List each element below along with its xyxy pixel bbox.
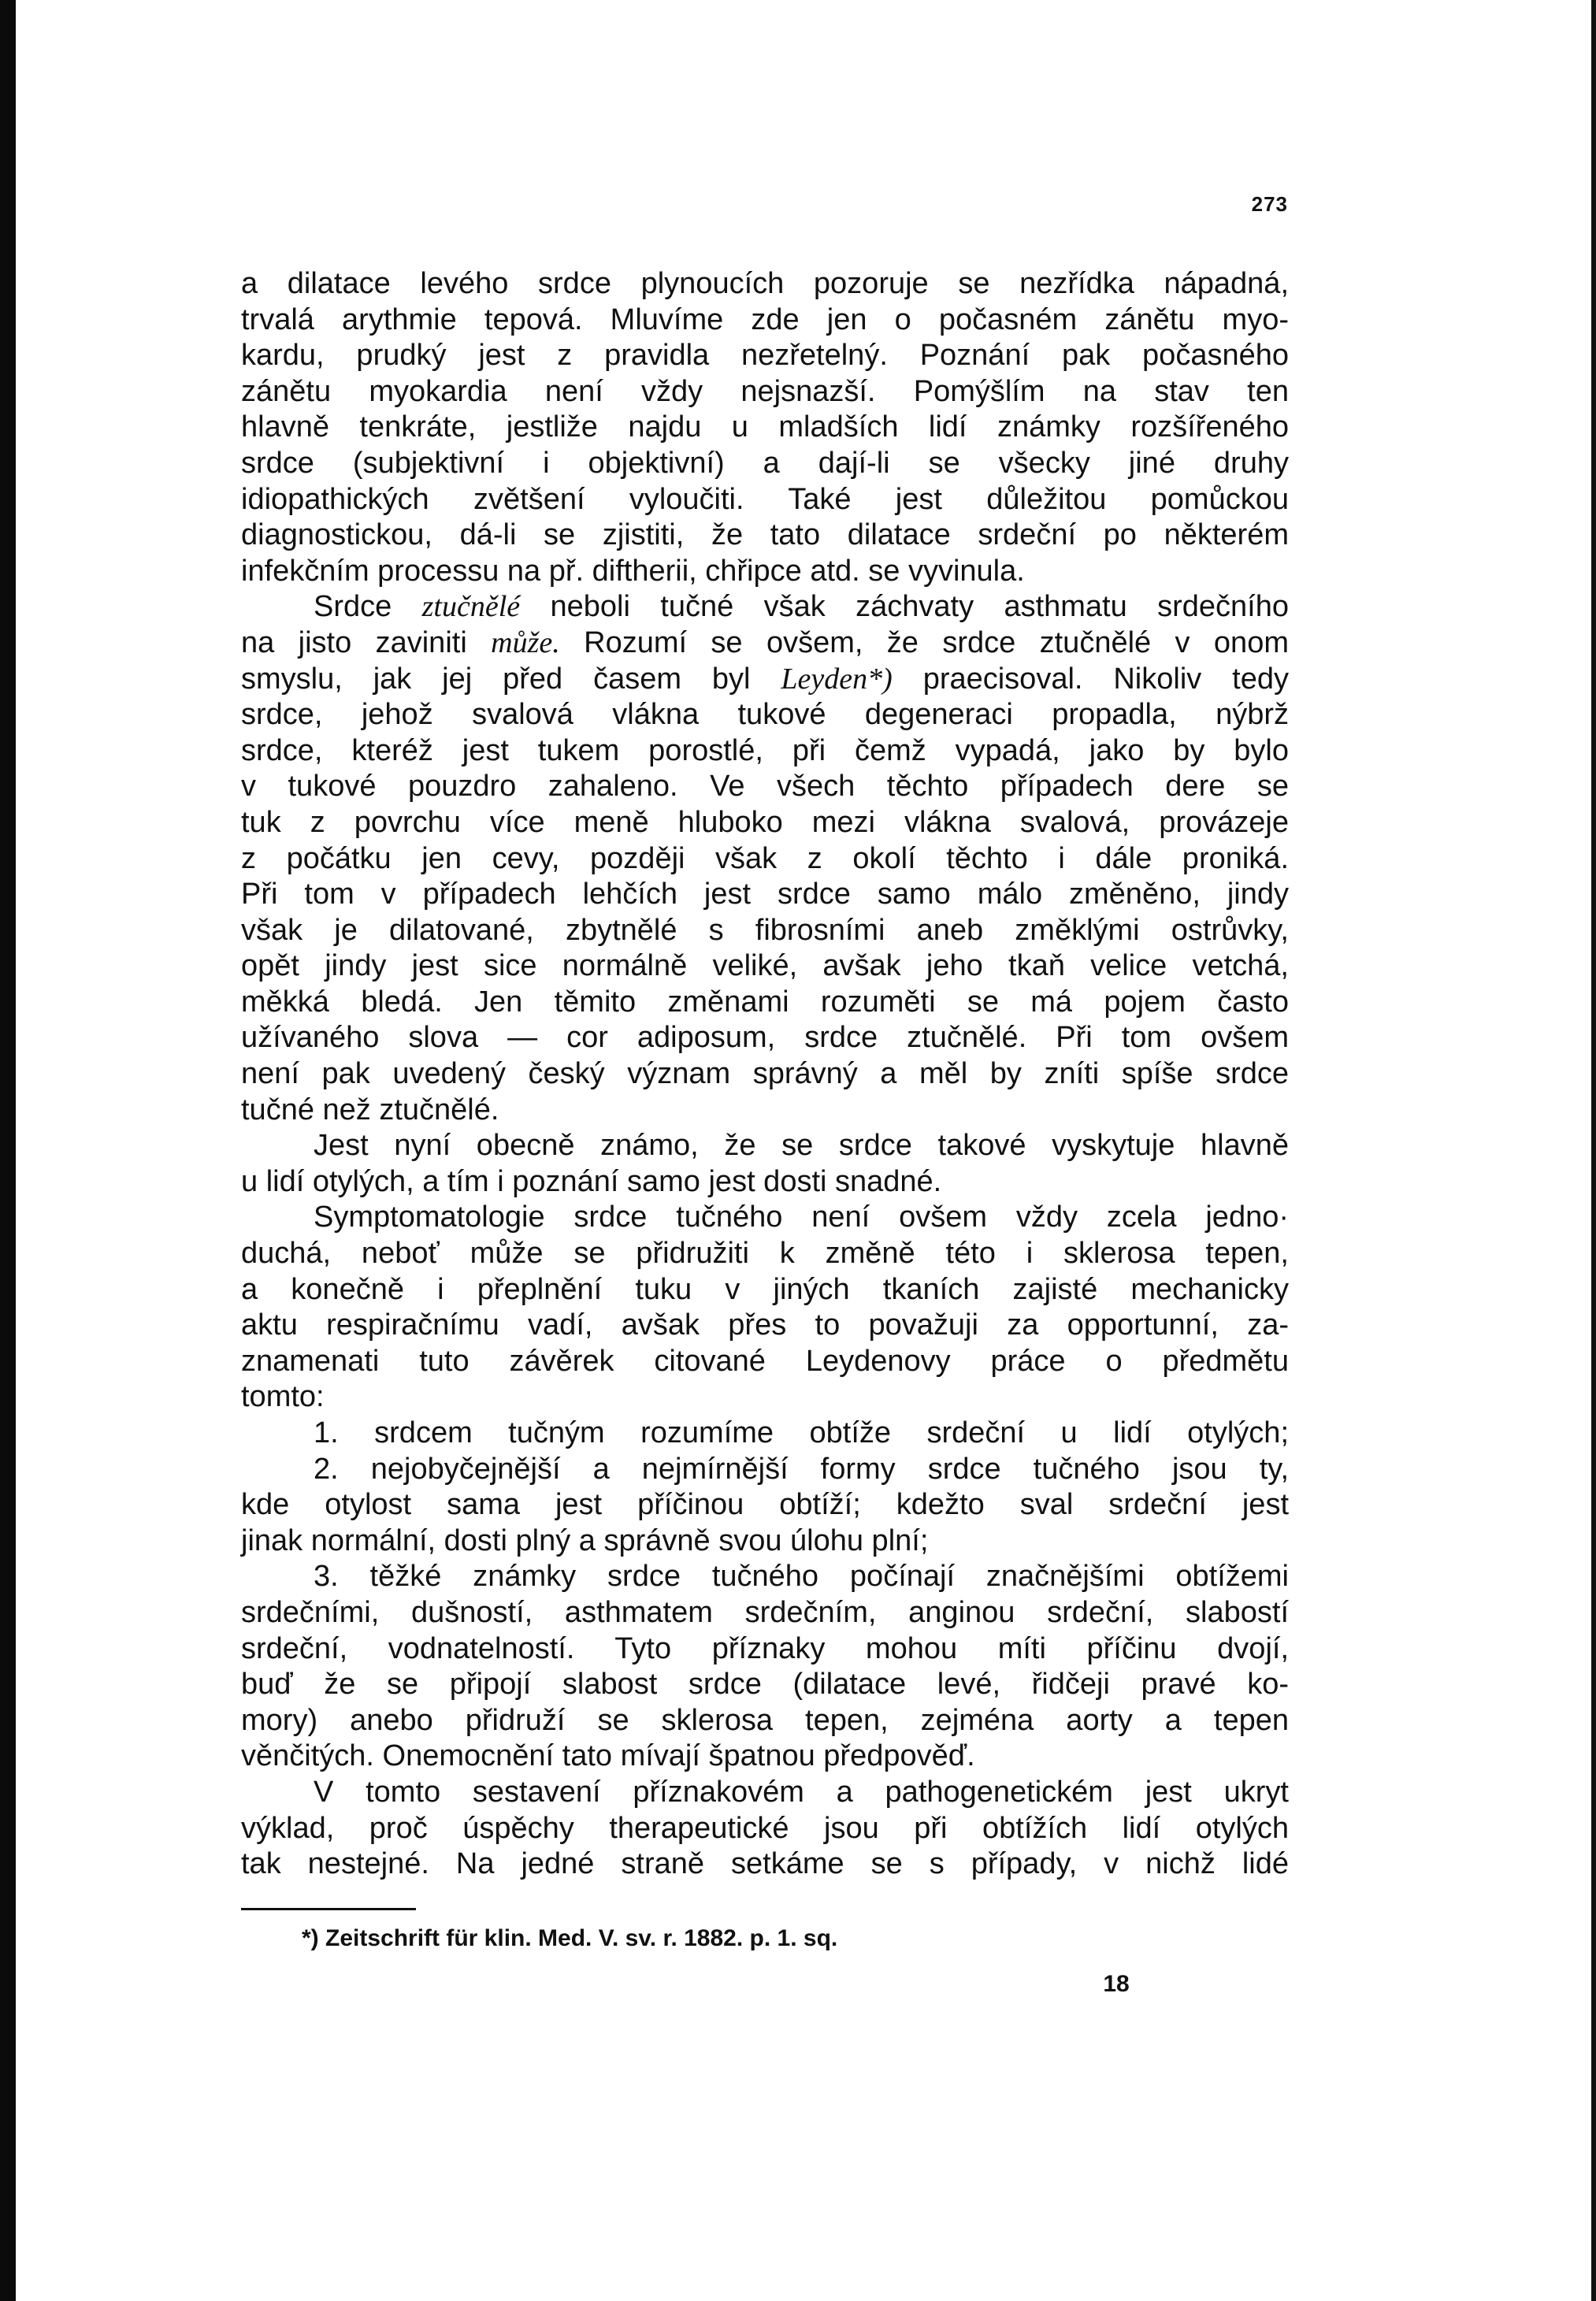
text-line: a konečně i přeplnění tuku v jiných tkaních zajisté mechanicky — [241, 1272, 1289, 1306]
scan-right-edge — [1591, 0, 1596, 2301]
list-item-line: 2. nejobyčejnější a nejmírnější formy srdce tučného jsou ty, — [314, 1452, 1289, 1486]
text-line: kardu, prudký jest z pravidla nezřetelný. Poznání pak počasného — [241, 339, 1289, 373]
text-line: Srdce ztučnělé neboli tučné však záchvaty asthmatu srdečního — [314, 590, 1289, 624]
text-line: srdeční, vodnatelností. Tyto příznaky mohou míti příčinu dvojí, — [241, 1631, 1289, 1665]
text-line: z počátku jen cevy, později však z okolí těchto i dále proniká. — [241, 841, 1289, 875]
text-line: srdce, kteréž jest tukem porostlé, při čemž vypadá, jako by bylo — [241, 733, 1289, 767]
text-line: kde otylost sama jest příčinou obtíží; kdežto sval srdeční jest — [241, 1488, 1289, 1522]
text-line: však je dilatované, zbytnělé s fibrosními aneb změklými ostrůvky, — [241, 913, 1289, 947]
text-line: Při tom v případech lehčích jest srdce samo málo změněno, jindy — [241, 878, 1289, 911]
text-line: duchá, neboť může se přidružiti k změně této i sklerosa tepen, — [241, 1237, 1289, 1271]
text-line: idiopathických zvětšení vyloučiti. Také jest důležitou pomůckou — [241, 482, 1289, 516]
page-number: 273 — [1251, 192, 1288, 216]
text-line: srdečními, dušností, asthmatem srdečním, anginou srdeční, slabostí — [241, 1595, 1289, 1629]
text-line: mory) anebo přidruží se sklerosa tepen, zejména aorty a tepen — [241, 1703, 1289, 1737]
text-line: jinak normální, dosti plný a správně svou úlohu plní; — [241, 1523, 929, 1557]
text-line: na jisto zaviniti může. Rozumí se ovšem, že srdce ztučnělé v onom — [241, 625, 1289, 659]
scan-left-edge — [0, 0, 16, 2301]
text-line: zánětu myokardia není vždy nejsnazší. Pomýšlím na stav ten — [241, 374, 1289, 408]
text-line: srdce, jehož svalová vlákna tukové degeneraci propadla, nýbrž — [241, 698, 1289, 732]
text-line: smyslu, jak jej před časem byl Leyden*) praecisoval. Nikoliv tedy — [241, 662, 1289, 696]
text-line: měkká bledá. Jen těmito změnami rozuměti se má pojem často — [241, 985, 1289, 1019]
text-line: tuk z povrchu více meně hluboko mezi vlákna svalová, provázeje — [241, 805, 1289, 839]
text-line: aktu respiračnímu vadí, avšak přes to považuji za opportunní, za- — [241, 1308, 1289, 1342]
list-item-line: 1. srdcem tučným rozumíme obtíže srdeční u lidí otylých; — [314, 1416, 1289, 1449]
text-line: trvalá arythmie tepová. Mluvíme zde jen o počasném zánětu myo- — [241, 302, 1289, 336]
footnote: *) Zeitschrift für klin. Med. V. sv. r. 1882. p. 1. sq. — [302, 1925, 838, 1951]
text-line: u lidí otylých, a tím i poznání samo jest dosti snadné. — [241, 1164, 942, 1198]
text-line: tomto: — [241, 1380, 325, 1414]
text-line: infekčním processu na př. diftherii, chřipce atd. se vyvinula. — [241, 554, 1025, 588]
text-line: srdce (subjektivní i objektivní) a dají-li se všecky jiné druhy — [241, 446, 1289, 480]
text-line: tak nestejné. Na jedné straně setkáme se s případy, v nichž lidé — [241, 1847, 1289, 1881]
text-line: tučné než ztučnělé. — [241, 1093, 499, 1126]
text-line: v tukové pouzdro zahaleno. Ve všech těchto případech dere se — [241, 770, 1289, 803]
text-line: není pak uvedený český význam správný a měl by zníti spíše srdce — [241, 1057, 1289, 1091]
main-text — [241, 266, 1289, 1883]
text-line: hlavně tenkráte, jestliže najdu u mladších lidí známky rozšířeného — [241, 410, 1289, 444]
signature-mark: 18 — [1103, 1971, 1130, 1997]
text-line: V tomto sestavení příznakovém a pathogenetickém jest ukryt — [314, 1775, 1289, 1809]
text-line: Symptomatologie srdce tučného není ovšem vždy zcela jedno· — [314, 1201, 1289, 1234]
text-line: diagnostickou, dá-li se zjistiti, že tato dilatace srdeční po některém — [241, 518, 1289, 552]
text-line: a dilatace levého srdce plynoucích pozoruje se nezřídka nápadná, — [241, 267, 1289, 300]
text-line: výklad, proč úspěchy therapeutické jsou při obtížích lidí otylých — [241, 1811, 1289, 1845]
text-line: věnčitých. Onemocnění tato mívají špatnou předpověď. — [241, 1739, 975, 1773]
text-line: užívaného slova — cor adiposum, srdce ztučnělé. Při tom ovšem — [241, 1021, 1289, 1055]
footnote-rule — [241, 1908, 416, 1910]
text-line: opět jindy jest sice normálně veliké, avšak jeho tkaň velice vetchá, — [241, 949, 1289, 983]
text-line: Jest nyní obecně známo, že se srdce takové vyskytuje hlavně — [314, 1129, 1289, 1163]
list-item-line: 3. těžké známky srdce tučného počínají značnějšími obtížemi — [314, 1560, 1289, 1594]
text-line: znamenati tuto závěrek citované Leydenovy práce o předmětu — [241, 1344, 1289, 1378]
text-line: buď že se připojí slabost srdce (dilatace levé, řidčeji pravé ko- — [241, 1668, 1289, 1702]
